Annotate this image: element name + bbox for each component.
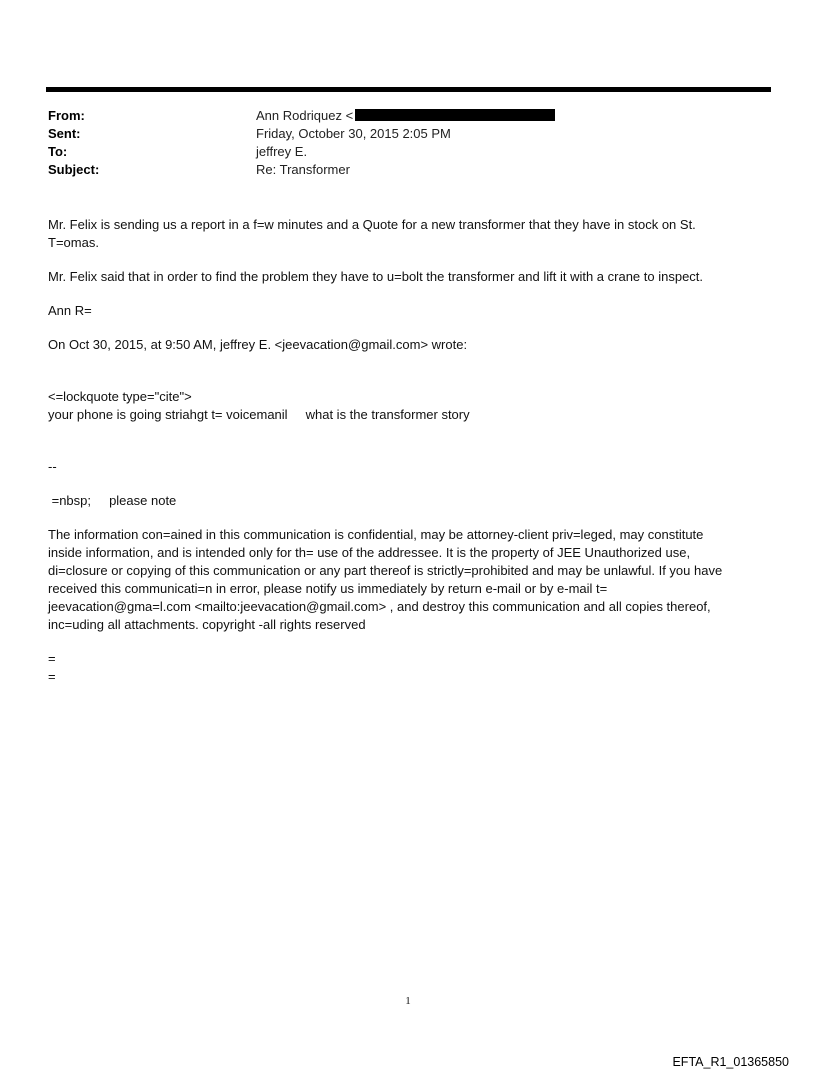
header-divider [46,87,771,92]
quote-tag: <=lockquote type="cite"> [48,389,192,404]
signature-separator: -- [48,459,57,474]
body-line: T=omas. [48,235,99,250]
quoted-message [48,388,768,424]
email-body [48,216,768,686]
bates-number: EFTA_R1_01365850 [672,1055,789,1069]
notice-line: di=closure or copying of this communication or any part thereof is strictly=prohibited and may be unlawful. If you have [48,563,723,578]
notice-line: inc=uding all attachments. copyright -all rights reserved [48,617,366,632]
from-label: From: [48,108,85,123]
from-name: Ann Rodriquez < [256,108,354,123]
confidentiality-notice [48,526,768,634]
subject-value: Re: Transformer [256,162,350,177]
page-number: 1 [405,995,411,1007]
please-note: =nbsp; please note [48,493,177,508]
notice-line: jeevacation@gma=l.com <mailto:jeevacation@gmail.com> , and destroy this communication and all copies thereof, [48,599,711,614]
signature: Ann R= [48,303,92,318]
redaction-bar [355,109,555,121]
sent-label: Sent: [48,126,81,141]
sent-value: Friday, October 30, 2015 2:05 PM [256,126,451,141]
to-value: jeffrey E. [256,144,308,159]
from-row [48,107,768,125]
subject-row [48,161,768,179]
notice-line: inside information, and is intended only for th= use of the addressee. It is the property of JEE Unauthorized use, [48,545,691,560]
quote-intro: On Oct 30, 2015, at 9:50 AM, jeffrey E. <jeevacation@gmail.com> wrote: [48,337,468,352]
body-paragraph [48,216,768,252]
trailing-mark: = [48,651,56,666]
trailing-mark: = [48,669,56,684]
from-value [256,107,555,125]
email-header [48,107,768,179]
notice-line: received this communicati=n in error, please notify us immediately by return e-mail or by e-mail t= [48,581,608,596]
trailing-marks [48,650,768,686]
body-line: Mr. Felix is sending us a report in a f=w minutes and a Quote for a new transformer that they have in stock on St. [48,217,696,232]
to-row [48,143,768,161]
notice-line: The information con=ained in this communication is confidential, may be attorney-client priv=leged, may constitute [48,527,704,542]
quoted-text: your phone is going striahgt t= voicemanil what is the transformer story [48,407,470,422]
body-paragraph: Mr. Felix said that in order to find the problem they have to u=bolt the transformer and lift it with a crane to inspect. [48,269,704,284]
subject-label: Subject: [48,162,100,177]
to-label: To: [48,144,68,159]
sent-row [48,125,768,143]
